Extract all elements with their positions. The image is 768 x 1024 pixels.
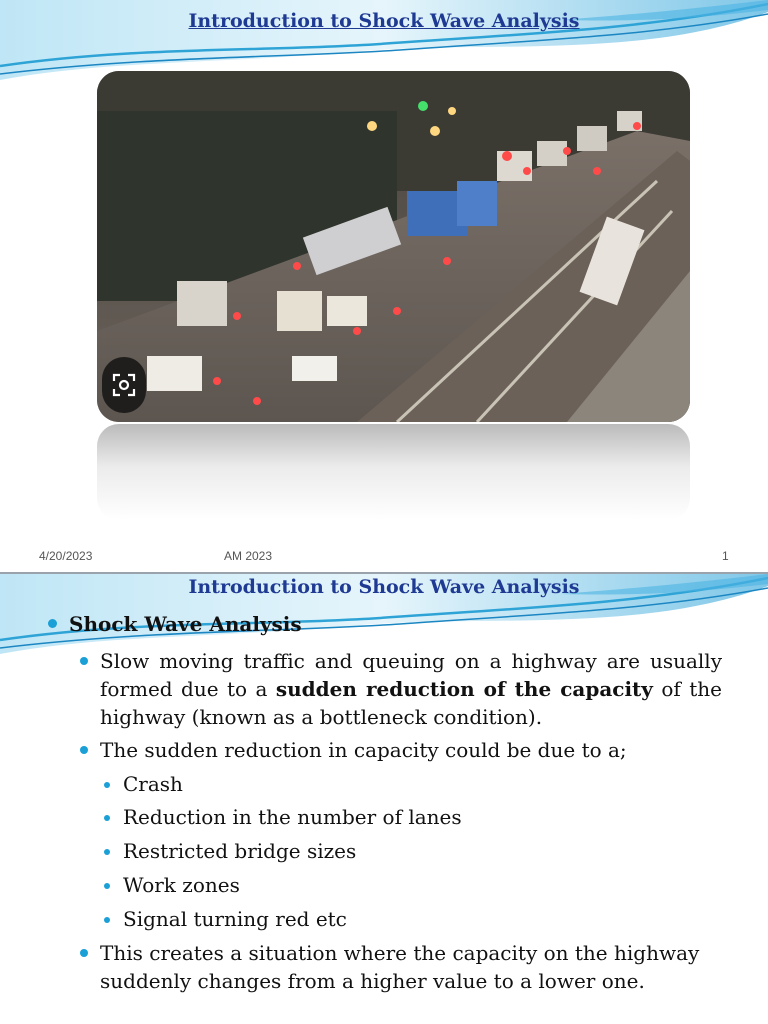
bullet-dot-icon: [104, 917, 110, 923]
bullet-capacity-change: [100, 939, 722, 995]
bullet-dot-icon: [104, 782, 110, 788]
bullet-capacity-reduction: [100, 647, 722, 731]
bullet-dot-icon: [104, 883, 110, 889]
bullet-causes-intro: [100, 736, 722, 764]
sub-item-text: Reduction in the number of lanes: [123, 805, 462, 829]
bullet-dot-icon: [80, 746, 88, 754]
sub-item-signal: [123, 905, 347, 933]
bullet-dot-icon: [104, 849, 110, 855]
footer-center: AM 2023: [224, 549, 273, 563]
bullet-text: This creates a situation where the capacity on the highway suddenly changes from a higher value to a lower one.: [100, 941, 700, 993]
sub-item-text: Restricted bridge sizes: [123, 839, 357, 863]
slide-1-title: Introduction to Shock Wave Analysis: [188, 10, 580, 32]
slide-2-title: Introduction to Shock Wave Analysis: [188, 576, 580, 598]
footer-page-number: 1: [722, 549, 729, 563]
sub-item-lanes: [123, 803, 462, 831]
sub-item-text: Work zones: [123, 873, 240, 897]
bullet-text-post: of the highway (known as a bottleneck condition).: [100, 677, 722, 729]
sub-item-work-zones: [123, 871, 240, 899]
bullet-text-pre: Slow moving traffic and queuing on a highway are usually formed due to a: [100, 649, 722, 701]
bullet-text-bold: sudden reduction of the capacity: [275, 677, 653, 701]
bullet-text: The sudden reduction in capacity could be due to a;: [100, 738, 627, 762]
traffic-photo: [97, 71, 690, 422]
slide-2: [0, 574, 768, 1024]
photo-reflection: [97, 424, 690, 520]
sub-item-bridge: [123, 837, 356, 865]
sub-item-text: Signal turning red etc: [123, 907, 347, 931]
bullet-dot-icon: [80, 949, 88, 957]
section-heading: Shock Wave Analysis: [69, 612, 302, 636]
sub-item-text: Crash: [123, 772, 183, 796]
sub-item-crash: [123, 770, 183, 798]
bullet-dot-icon: [80, 657, 88, 665]
heading-bullet: [48, 612, 738, 636]
bullet-list: [48, 612, 738, 644]
footer-date: 4/20/2023: [39, 549, 93, 563]
image-scan-button[interactable]: [102, 357, 146, 413]
bullet-dot-icon: [104, 815, 110, 821]
bullet-dot-icon: [48, 619, 57, 628]
